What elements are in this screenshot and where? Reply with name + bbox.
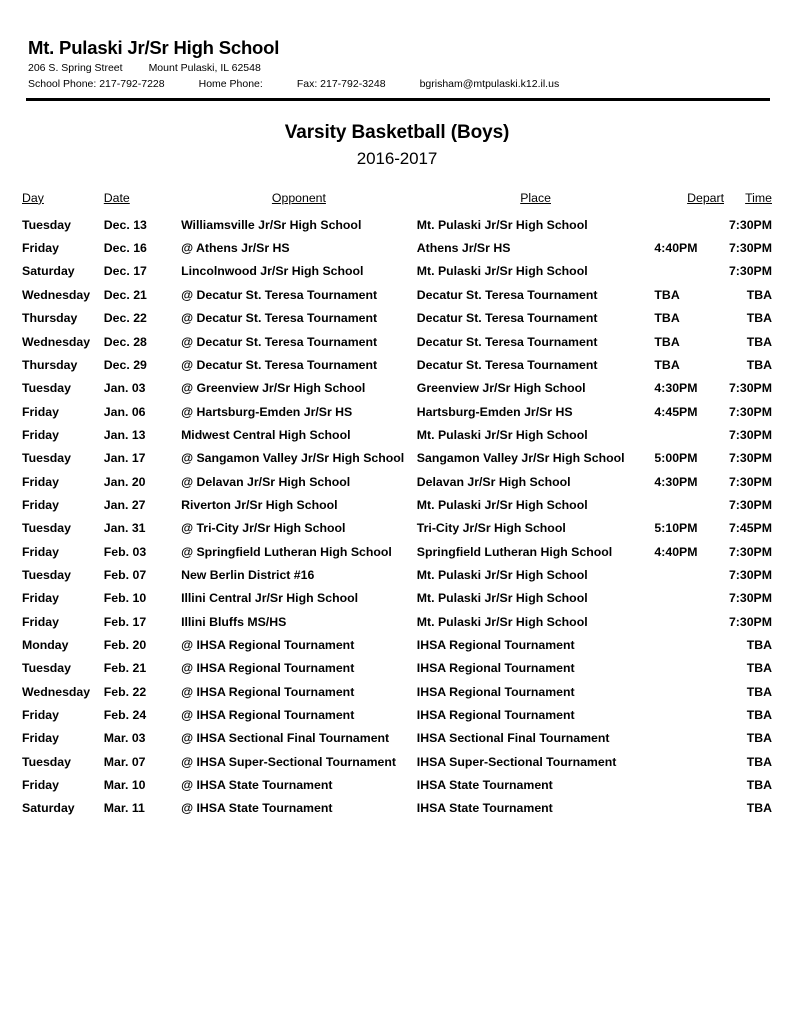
cell-day: Thursday	[22, 357, 78, 372]
cell-day: Wednesday	[22, 334, 91, 349]
cell-depart	[654, 657, 724, 680]
cell-depart: 4:30PM	[654, 474, 698, 489]
letterhead	[22, 38, 772, 92]
address-line	[28, 61, 772, 76]
cell-date: Jan. 06	[103, 404, 146, 419]
cell-day: Friday	[22, 474, 59, 489]
cell-opponent: @ IHSA Regional Tournament	[181, 661, 355, 676]
home-phone: Home Phone:	[198, 77, 263, 90]
cell-day: Saturday	[22, 801, 75, 816]
cell-opponent: @ IHSA Regional Tournament	[181, 637, 355, 652]
cell-time: 7:30PM	[728, 497, 772, 512]
cell-day: Friday	[22, 708, 59, 722]
cell-time: 7:30PM	[728, 381, 772, 396]
cell-date: Jan. 17	[103, 451, 146, 466]
cell-depart	[654, 704, 724, 727]
table-row	[22, 377, 772, 400]
cell-depart	[654, 424, 724, 447]
cell-place: IHSA State Tournament	[416, 801, 553, 816]
cell-date: Feb. 03	[103, 544, 147, 559]
cell-opponent: @ Sangamon Valley Jr/Sr High School	[181, 451, 405, 466]
cell-time: TBA	[746, 754, 772, 769]
cell-day: Wednesday	[22, 684, 91, 699]
header-divider	[26, 98, 770, 101]
cell-date: Feb. 20	[103, 637, 147, 652]
cell-depart	[654, 494, 724, 517]
cell-place: Springfield Lutheran High School	[416, 544, 613, 559]
schedule-table	[22, 191, 772, 821]
cell-date: Jan. 31	[103, 521, 146, 536]
cell-opponent: @ Decatur St. Teresa Tournament	[181, 287, 378, 302]
cell-opponent: New Berlin District #16	[181, 567, 315, 582]
cell-time: TBA	[746, 311, 772, 326]
cell-day: Tuesday	[22, 661, 71, 676]
column-header-place: Place	[520, 190, 551, 205]
cell-time: 7:30PM	[728, 544, 772, 559]
column-header-depart: Depart	[687, 190, 725, 205]
table-row	[22, 447, 772, 470]
cell-opponent: @ IHSA Sectional Final Tournament	[181, 731, 390, 746]
cell-place: IHSA State Tournament	[416, 778, 553, 793]
cell-opponent: @ IHSA Regional Tournament	[181, 708, 355, 722]
cell-opponent: @ Hartsburg-Emden Jr/Sr HS	[181, 404, 353, 419]
cell-time: TBA	[746, 801, 772, 816]
cell-place: Delavan Jr/Sr High School	[416, 474, 571, 489]
cell-place: IHSA Regional Tournament	[416, 637, 575, 652]
cell-place: Decatur St. Teresa Tournament	[416, 311, 598, 326]
cell-place: Mt. Pulaski Jr/Sr High School	[416, 614, 588, 629]
cell-day: Tuesday	[22, 381, 71, 396]
cell-opponent: @ Athens Jr/Sr HS	[181, 241, 290, 256]
cell-day: Saturday	[22, 264, 75, 279]
cell-depart: TBA	[654, 357, 680, 372]
cell-time: TBA	[746, 661, 772, 676]
cell-date: Dec. 28	[103, 334, 147, 349]
cell-place: Mt. Pulaski Jr/Sr High School	[416, 427, 588, 442]
page-title: Varsity Basketball (Boys)	[284, 121, 510, 143]
cell-place: Mt. Pulaski Jr/Sr High School	[416, 217, 588, 232]
cell-opponent: @ Delavan Jr/Sr High School	[181, 474, 351, 489]
cell-place: Mt. Pulaski Jr/Sr High School	[416, 591, 588, 606]
cell-place: IHSA Regional Tournament	[416, 708, 575, 722]
cell-opponent: Lincolnwood Jr/Sr High School	[181, 264, 364, 279]
cell-depart: TBA	[654, 311, 680, 326]
column-header-date: Date	[103, 190, 130, 205]
page-subtitle: 2016-2017	[356, 148, 438, 168]
cell-date: Feb. 17	[103, 614, 147, 629]
table-body	[22, 214, 772, 821]
cell-opponent: Riverton Jr/Sr High School	[181, 497, 338, 512]
table-row	[22, 611, 772, 634]
cell-day: Tuesday	[22, 451, 71, 466]
fax-number: Fax: 217-792-3248	[296, 77, 386, 90]
cell-date: Dec. 29	[103, 357, 147, 372]
cell-date: Dec. 17	[103, 264, 147, 279]
cell-day: Tuesday	[22, 217, 71, 232]
cell-day: Friday	[22, 731, 59, 746]
table-row	[22, 634, 772, 657]
cell-place: Tri-City Jr/Sr High School	[416, 521, 566, 536]
cell-time: 7:30PM	[728, 427, 772, 442]
cell-time: TBA	[746, 637, 772, 652]
cell-opponent: @ Decatur St. Teresa Tournament	[181, 334, 378, 349]
table-row	[22, 401, 772, 424]
cell-time: TBA	[746, 778, 772, 793]
street-address: 206 S. Spring Street	[28, 62, 123, 75]
cell-day: Tuesday	[22, 567, 71, 582]
cell-day: Friday	[22, 427, 59, 442]
cell-date: Feb. 24	[103, 708, 147, 722]
cell-place: IHSA Super-Sectional Tournament	[416, 754, 617, 769]
cell-opponent: @ IHSA Super-Sectional Tournament	[181, 754, 396, 769]
cell-time: 7:45PM	[728, 521, 772, 536]
cell-place: IHSA Regional Tournament	[416, 661, 575, 676]
cell-place: Greenview Jr/Sr High School	[416, 381, 586, 396]
table-row	[22, 657, 772, 680]
cell-place: Decatur St. Teresa Tournament	[416, 357, 598, 372]
cell-time: 7:30PM	[728, 591, 772, 606]
cell-date: Dec. 13	[103, 217, 147, 232]
cell-opponent: @ Decatur St. Teresa Tournament	[181, 311, 378, 326]
cell-depart	[654, 564, 724, 587]
cell-time: 7:30PM	[728, 614, 772, 629]
cell-place: IHSA Regional Tournament	[416, 684, 575, 699]
table-row	[22, 424, 772, 447]
cell-opponent: @ IHSA Regional Tournament	[181, 684, 355, 699]
cell-opponent: Illini Bluffs MS/HS	[181, 614, 287, 629]
cell-opponent: Illini Central Jr/Sr High School	[181, 591, 359, 606]
cell-day: Friday	[22, 614, 59, 629]
cell-date: Mar. 10	[103, 778, 146, 793]
cell-date: Feb. 07	[103, 567, 147, 582]
cell-opponent: Midwest Central High School	[181, 427, 351, 442]
cell-depart: 4:40PM	[654, 544, 698, 559]
cell-place: Decatur St. Teresa Tournament	[416, 287, 598, 302]
cell-date: Jan. 27	[103, 497, 146, 512]
cell-date: Jan. 03	[103, 381, 146, 396]
cell-depart: 4:40PM	[654, 241, 698, 256]
cell-day: Friday	[22, 404, 59, 419]
cell-date: Dec. 21	[103, 287, 147, 302]
cell-time: TBA	[746, 287, 772, 302]
cell-place: Mt. Pulaski Jr/Sr High School	[416, 264, 588, 279]
cell-depart: 5:00PM	[654, 451, 698, 466]
cell-depart	[654, 727, 724, 750]
cell-depart	[654, 260, 724, 283]
table-row	[22, 331, 772, 354]
table-row	[22, 564, 772, 587]
cell-day: Wednesday	[22, 287, 91, 302]
table-row	[22, 774, 772, 797]
cell-depart	[654, 681, 724, 704]
contact-line	[28, 77, 772, 92]
cell-opponent: @ IHSA State Tournament	[181, 801, 333, 816]
cell-time: TBA	[746, 708, 772, 722]
cell-opponent: @ Decatur St. Teresa Tournament	[181, 357, 378, 372]
table-row	[22, 727, 772, 750]
cell-date: Feb. 22	[103, 684, 147, 699]
table-row	[22, 237, 772, 260]
cell-date: Feb. 21	[103, 661, 147, 676]
cell-time: 7:30PM	[728, 217, 772, 232]
cell-place: Athens Jr/Sr HS	[416, 241, 511, 256]
cell-place: Mt. Pulaski Jr/Sr High School	[416, 567, 588, 582]
cell-place: Mt. Pulaski Jr/Sr High School	[416, 497, 588, 512]
cell-date: Mar. 11	[103, 801, 145, 816]
table-row	[22, 307, 772, 330]
column-header-day: Day	[22, 190, 44, 205]
cell-time: TBA	[746, 357, 772, 372]
table-row	[22, 354, 772, 377]
cell-opponent: @ IHSA State Tournament	[181, 778, 333, 793]
table-row	[22, 284, 772, 307]
table-header	[22, 191, 772, 214]
table-row	[22, 517, 772, 540]
cell-date: Mar. 07	[103, 754, 146, 769]
cell-time: 7:30PM	[728, 404, 772, 419]
cell-depart: TBA	[654, 287, 680, 302]
column-header-opponent: Opponent	[271, 190, 326, 205]
cell-depart: 4:45PM	[654, 404, 698, 419]
cell-depart: TBA	[654, 334, 680, 349]
cell-date: Feb. 10	[103, 591, 147, 606]
cell-opponent: @ Greenview Jr/Sr High School	[181, 381, 366, 396]
cell-time: 7:30PM	[728, 474, 772, 489]
cell-time: 7:30PM	[728, 264, 772, 279]
cell-day: Monday	[22, 637, 69, 652]
cell-day: Tuesday	[22, 521, 71, 536]
email-address: bgrisham@mtpulaski.k12.il.us	[419, 77, 560, 90]
cell-place: Decatur St. Teresa Tournament	[416, 334, 598, 349]
cell-depart	[654, 774, 724, 797]
cell-depart	[654, 214, 724, 237]
school-name: Mt. Pulaski Jr/Sr High School	[28, 37, 280, 58]
cell-opponent: @ Tri-City Jr/Sr High School	[181, 521, 346, 536]
table-row	[22, 751, 772, 774]
cell-time: TBA	[746, 684, 772, 699]
cell-opponent: @ Springfield Lutheran High School	[181, 544, 392, 559]
cell-day: Tuesday	[22, 754, 71, 769]
cell-place: IHSA Sectional Final Tournament	[416, 731, 610, 746]
table-row	[22, 494, 772, 517]
table-header-row	[22, 191, 772, 214]
cell-place: Sangamon Valley Jr/Sr High School	[416, 451, 625, 466]
cell-date: Mar. 03	[103, 731, 146, 746]
cell-date: Jan. 20	[103, 474, 146, 489]
cell-date: Jan. 13	[103, 427, 146, 442]
cell-depart: 4:30PM	[654, 381, 698, 396]
table-row	[22, 471, 772, 494]
cell-day: Friday	[22, 778, 59, 793]
cell-date: Dec. 16	[103, 241, 147, 256]
cell-time: 7:30PM	[728, 241, 772, 256]
cell-day: Thursday	[22, 311, 78, 326]
cell-depart: 5:10PM	[654, 521, 698, 536]
cell-day: Friday	[22, 497, 59, 512]
table-row	[22, 260, 772, 283]
cell-time: 7:30PM	[728, 567, 772, 582]
cell-place: Hartsburg-Emden Jr/Sr HS	[416, 404, 573, 419]
city-state-zip: Mount Pulaski, IL 62548	[148, 62, 261, 75]
cell-depart	[654, 587, 724, 610]
table-row	[22, 797, 772, 820]
cell-day: Friday	[22, 241, 59, 256]
cell-day: Friday	[22, 591, 59, 606]
cell-time: TBA	[746, 731, 772, 746]
cell-day: Friday	[22, 544, 59, 559]
table-row	[22, 587, 772, 610]
table-row	[22, 214, 772, 237]
cell-depart	[654, 634, 724, 657]
column-header-time: Time	[745, 190, 772, 205]
table-row	[22, 704, 772, 727]
school-phone: School Phone: 217-792-7228	[28, 77, 165, 90]
cell-opponent: Williamsville Jr/Sr High School	[181, 217, 362, 232]
cell-time: 7:30PM	[728, 451, 772, 466]
cell-depart	[654, 611, 724, 634]
cell-date: Dec. 22	[103, 311, 147, 326]
cell-time: TBA	[746, 334, 772, 349]
table-row	[22, 681, 772, 704]
table-row	[22, 541, 772, 564]
cell-depart	[654, 751, 724, 774]
cell-depart	[654, 797, 724, 820]
